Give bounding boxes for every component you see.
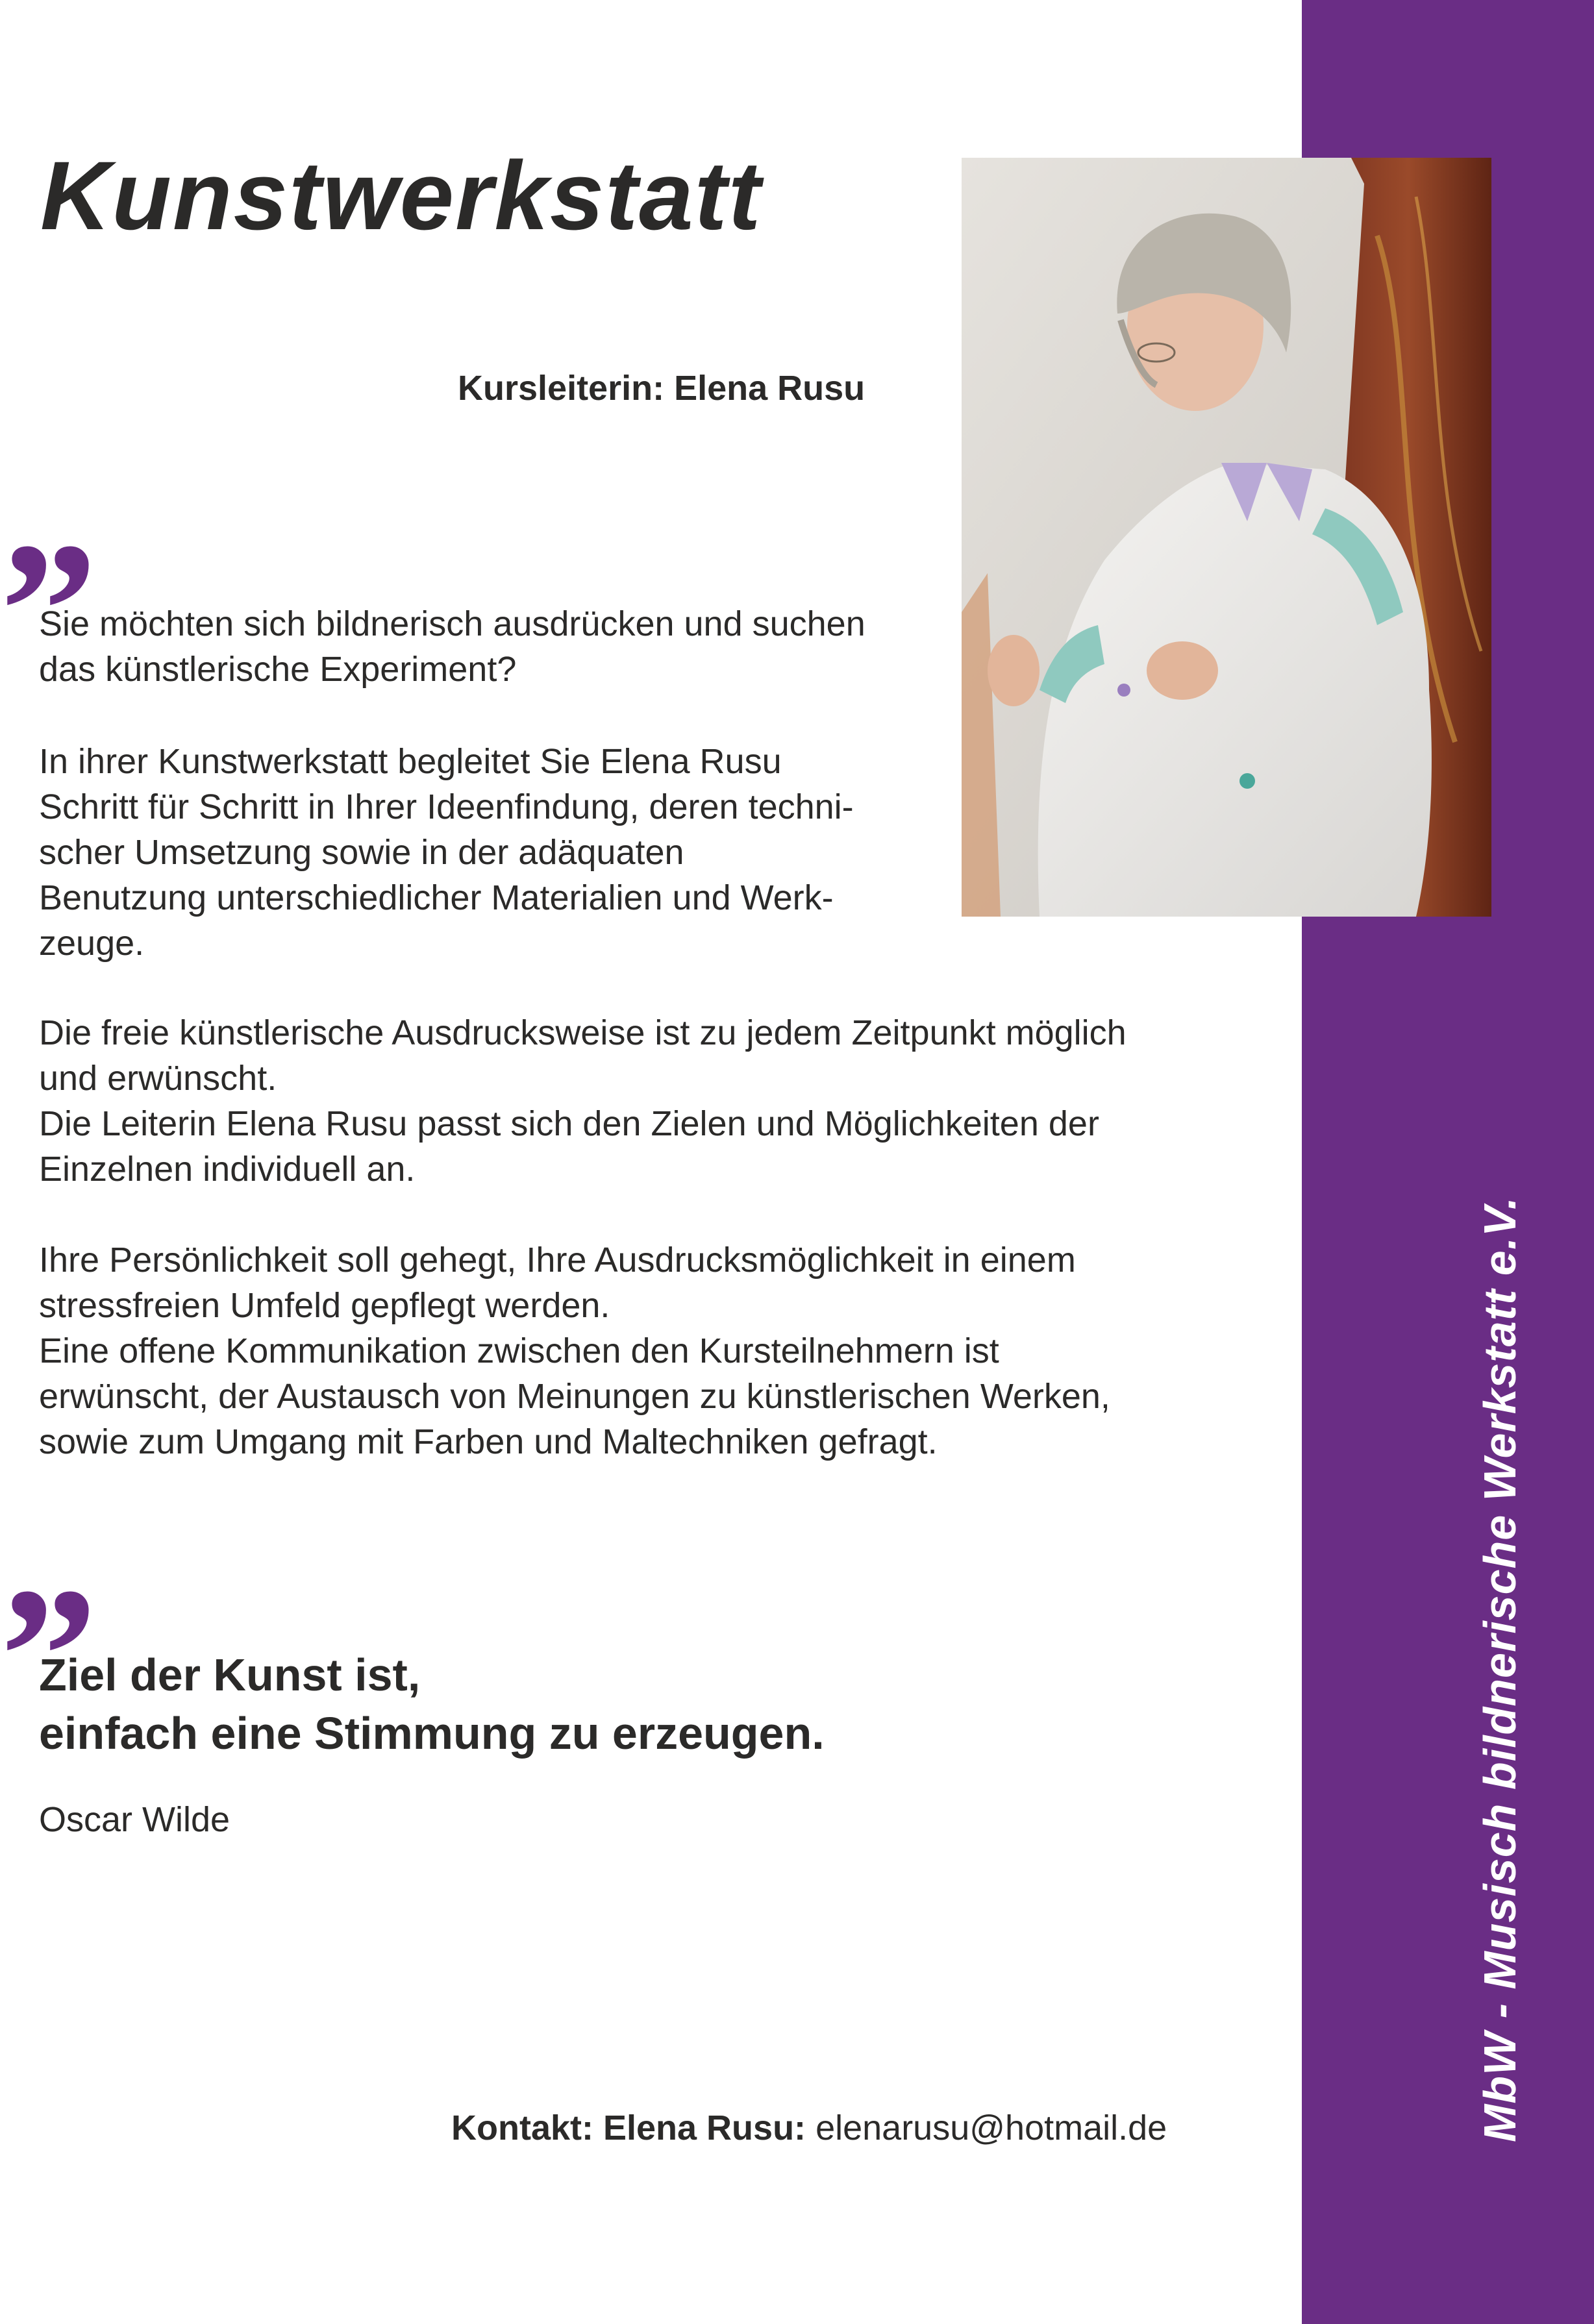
quote-author: Oscar Wilde (39, 1800, 230, 1839)
contact-label: Kontakt: Elena Rusu: (451, 2108, 806, 2147)
page-title: Kunstwerkstatt (40, 141, 762, 250)
text-line: In ihrer Kunstwerkstatt begleitet Sie Elena Rusu (39, 742, 782, 781)
contact-email[interactable]: elenarusu@hotmail.de (816, 2108, 1167, 2147)
text-line: sowie zum Umgang mit Farben und Maltechniken gefragt. (39, 1422, 938, 1461)
text-line: stressfreien Umfeld gepflegt werden. (39, 1286, 610, 1325)
text-line: Ihre Persönlichkeit soll gehegt, Ihre Ausdrucksmöglichkeit in einem (39, 1241, 1076, 1279)
quote-mark-icon: ” (0, 502, 97, 718)
text-line: und erwünscht. (39, 1059, 277, 1098)
quote-line: einfach eine Stimmung zu erzeugen. (39, 1708, 825, 1759)
text-line: Die Leiterin Elena Rusu passt sich den Zielen und Möglichkeiten der (39, 1104, 1099, 1143)
contact-line (451, 2108, 1167, 2148)
quote-mark-icon: ” (0, 1548, 97, 1763)
intro-paragraph-1 (39, 601, 865, 692)
text-line: Die freie künstlerische Ausdrucksweise ist zu jedem Zeitpunkt möglich (39, 1013, 1127, 1052)
text-line: erwünscht, der Austausch von Meinungen zu künstlerischen Werken, (39, 1377, 1110, 1416)
text-line: zeuge. (39, 924, 145, 963)
instructor-photo (962, 158, 1491, 917)
text-line: Sie möchten sich bildnerisch ausdrücken und suchen (39, 604, 865, 643)
intro-paragraph-3 (39, 1010, 1127, 1192)
text-line: Benutzung unterschiedlicher Materialien und Werk- (39, 878, 834, 917)
intro-paragraph-2 (39, 739, 854, 966)
quote-text (39, 1646, 825, 1762)
text-line: Eine offene Kommunikation zwischen den Kursteilnehmern ist (39, 1331, 999, 1370)
intro-paragraph-4 (39, 1237, 1110, 1465)
text-line: scher Umsetzung sowie in der adäquaten (39, 833, 684, 872)
instructor-label: Kursleiterin: Elena Rusu (458, 369, 865, 408)
quote-line: Ziel der Kunst ist, (39, 1650, 421, 1700)
text-line: Schritt für Schritt in Ihrer Ideenfindung, deren techni- (39, 787, 854, 826)
text-line: Einzelnen individuell an. (39, 1150, 416, 1189)
text-line: das künstlerische Experiment? (39, 650, 517, 689)
organization-name: MbW - Musisch bildnerische Werkstatt e.V. (1475, 1196, 1525, 2142)
